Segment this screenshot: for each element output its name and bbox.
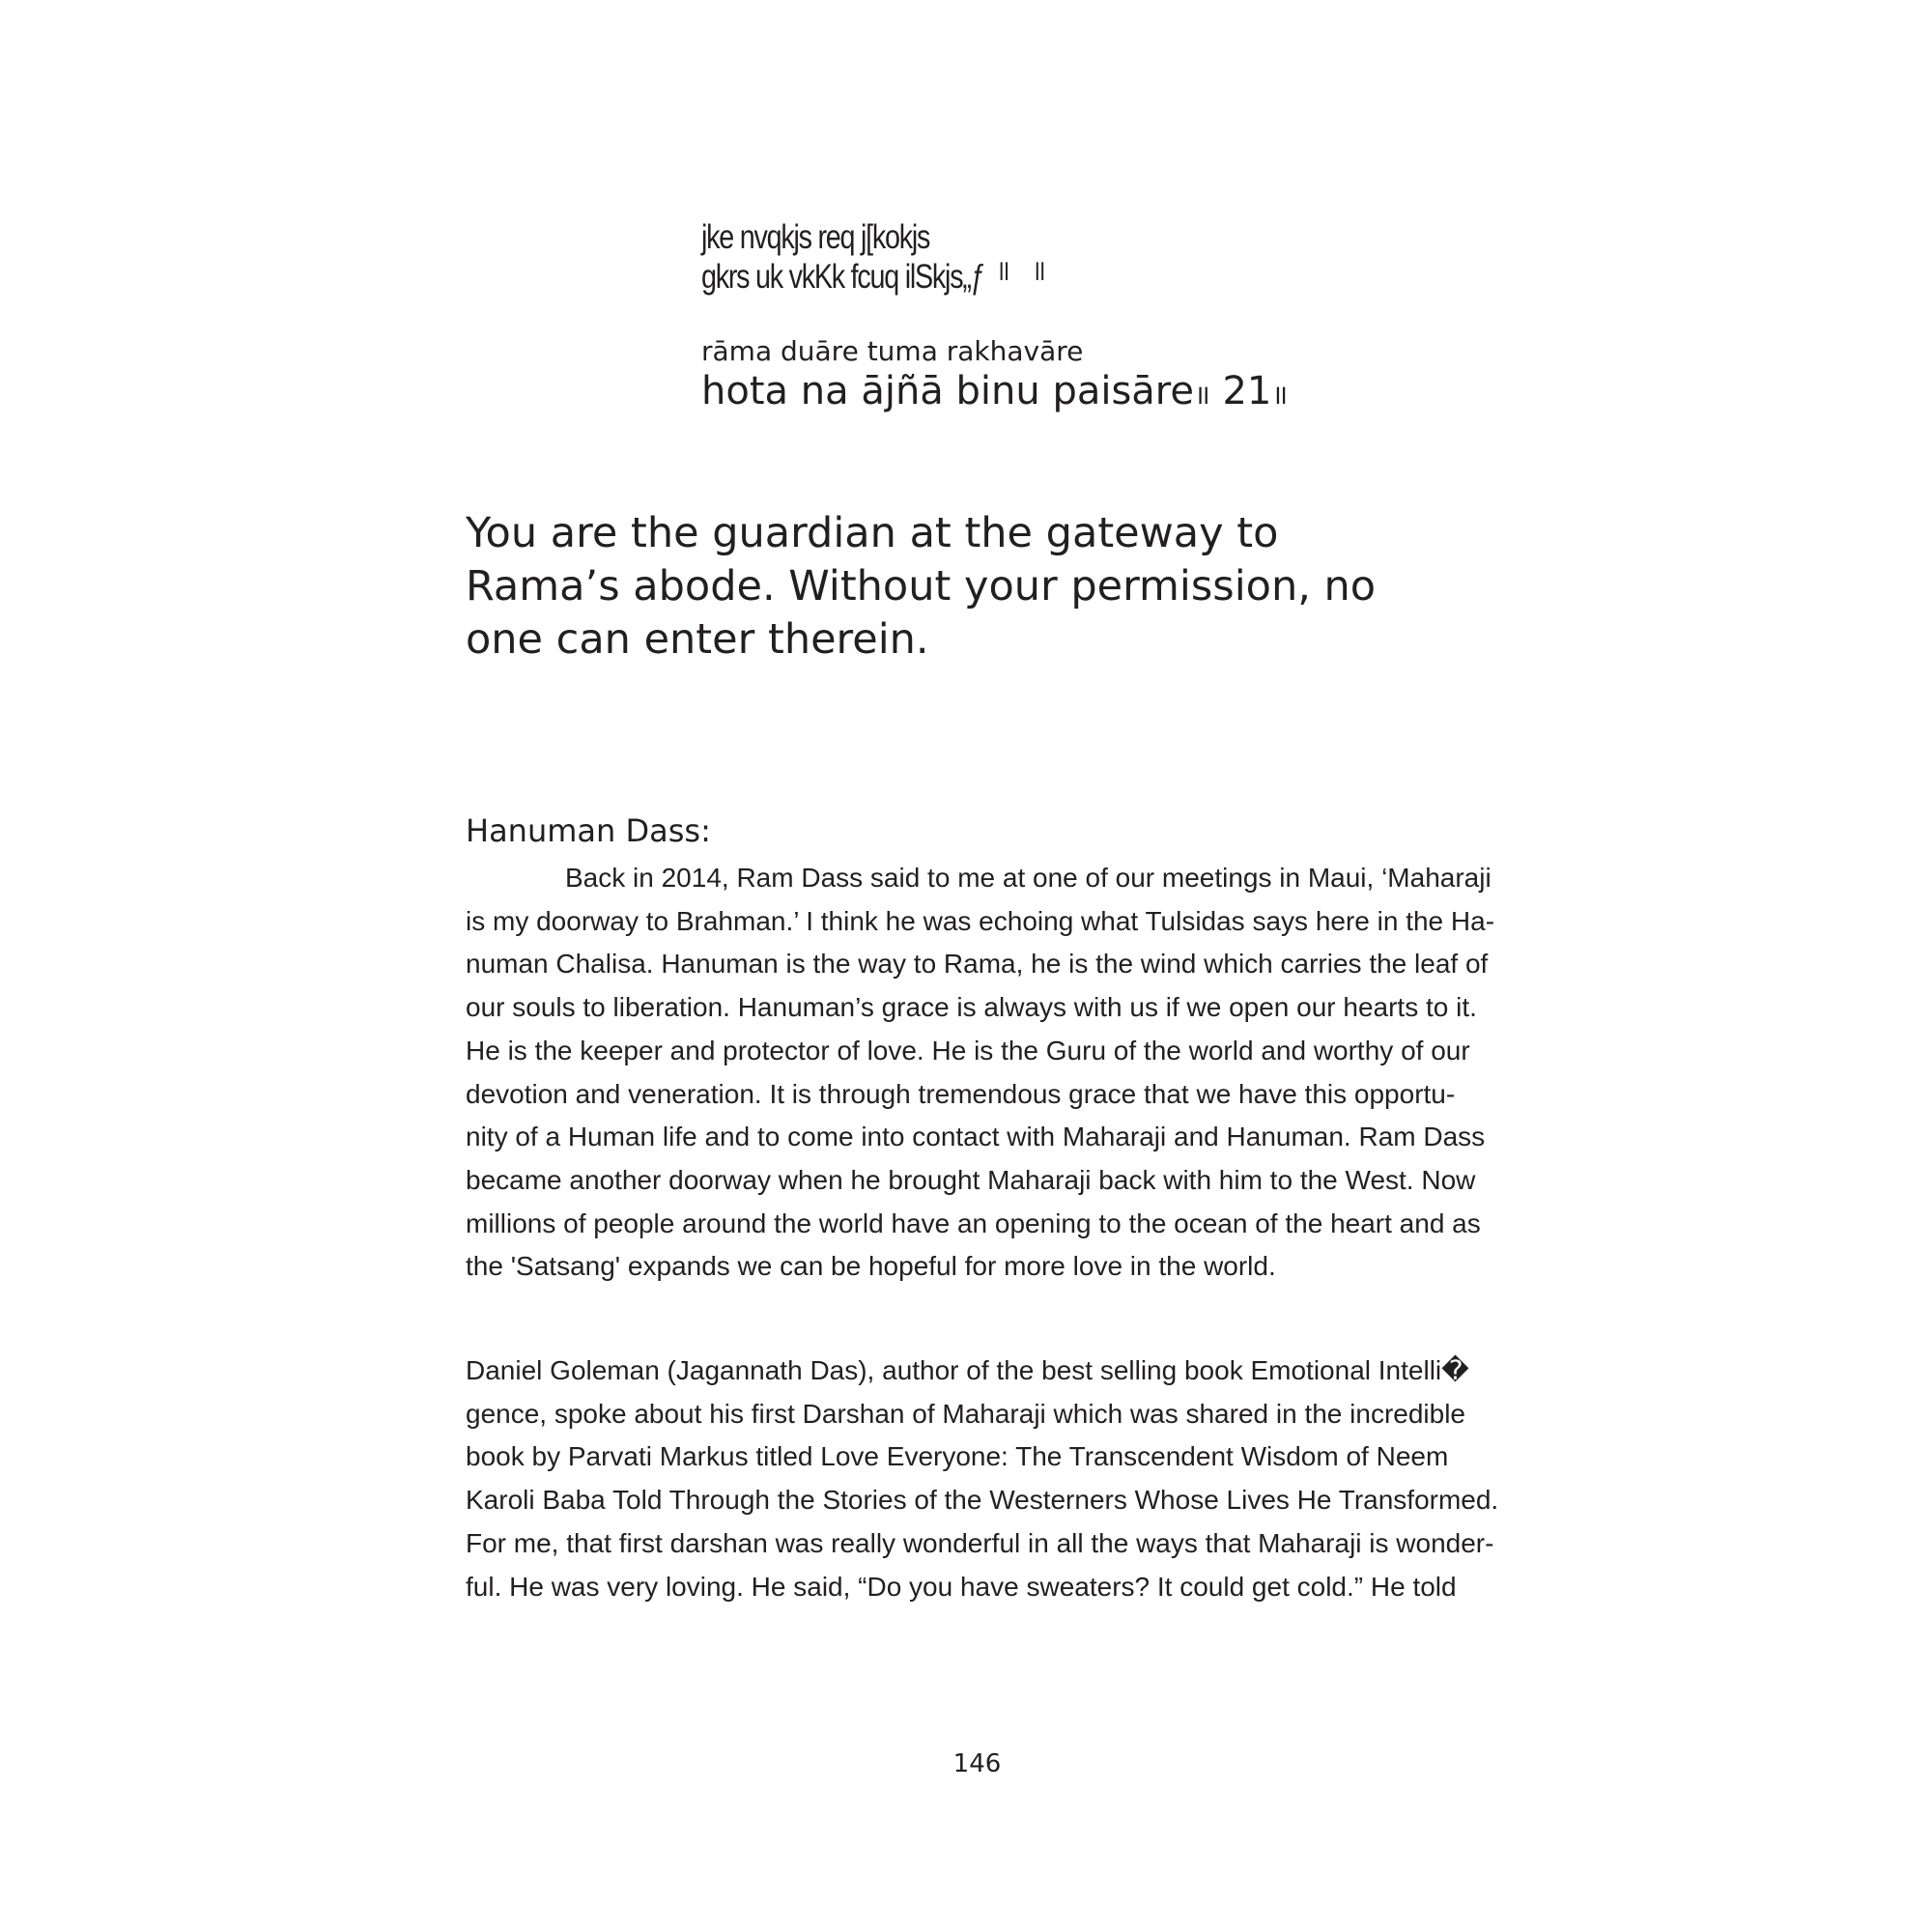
paragraph-line: our souls to liberation. Hanuman’s grace is always with us if we open our hearts to it. — [466, 992, 1477, 1023]
paragraph-line: devotion and veneration. It is through tremendous grace that we have this opportu- — [466, 1078, 1456, 1109]
paragraph-line: Karoli Baba Told Through the Stories of the Westerners Whose Lives He Transformed. — [466, 1485, 1499, 1516]
verse-devanagari-line-2-text: gkrs uk vkKk fcuq ilSkjs„ƒ — [701, 258, 985, 296]
verse-devanagari-line-1: jke nvqkjs req j[kokjs — [701, 218, 930, 256]
paragraph-line: He is the keeper and protector of love. He is the Guru of the world and worthy of our — [466, 1035, 1470, 1065]
paragraph-line: became another doorway when he brought Maharaji back with him to the West. Now — [466, 1164, 1476, 1195]
commentary-author: Hanuman Dass: — [466, 812, 711, 849]
verse-transliteration — [701, 333, 1474, 416]
paragraph-line: nity of a Human life and to come into contact with Maharaji and Hanuman. Ram Dass — [466, 1122, 1486, 1152]
verse-devanagari-marks: ॥ ॥ — [995, 255, 1045, 287]
paragraph-line: Back in 2014, Ram Dass said to me at one of our meetings in Maui, ‘Maharaji — [565, 863, 1492, 893]
paragraph-line: book by Parvati Markus titled Love Everyone: The Transcendent Wisdom of Neem — [466, 1441, 1449, 1472]
commentary-paragraph-1 — [466, 857, 1538, 1289]
verse-end-mark-close: ॥ — [1271, 379, 1289, 411]
commentary-paragraph-2 — [466, 1350, 1538, 1608]
paragraph-line: For me, that first darshan was really wonderful in all the ways that Maharaji is wonder- — [466, 1527, 1494, 1558]
paragraph-line: the 'Satsang' expands we can be hopeful for more love in the world. — [466, 1251, 1276, 1282]
paragraph-line: gence, spoke about his first Darshan of Maharaji which was shared in the incredible — [466, 1398, 1466, 1429]
verse-devanagari-line-2 — [701, 257, 1177, 298]
paragraph-line: is my doorway to Brahman.’ I think he was echoing what Tulsidas says here in the Ha- — [466, 905, 1495, 936]
verse-translation: You are the guardian at the gateway to Rama’s abode. Without your permission, no one can enter therein. — [466, 509, 1377, 664]
verse-translit-line-2 — [701, 370, 1474, 416]
paragraph-line: numan Chalisa. Hanuman is the way to Rama, he is the wind which carries the leaf of — [466, 949, 1489, 980]
page-number: 146 — [952, 1749, 1002, 1778]
verse-number: 21 — [1209, 369, 1272, 413]
paragraph-line: Daniel Goleman (Jagannath Das), author of the best selling book Emotional Intelli� — [466, 1355, 1469, 1385]
verse-devanagari — [701, 217, 1177, 298]
paragraph-line: ful. He was very loving. He said, “Do you have sweaters? It could get cold.” He told — [466, 1571, 1457, 1602]
paragraph-line: millions of people around the world have an opening to the ocean of the heart and as — [466, 1208, 1481, 1238]
verse-translit-line-1: rāma duāre tuma rakhavāre — [701, 335, 1084, 367]
verse-end-mark-open: ॥ — [1193, 379, 1210, 411]
verse-translit-line-2-text: hota na ājñā binu paisāre — [701, 369, 1194, 413]
